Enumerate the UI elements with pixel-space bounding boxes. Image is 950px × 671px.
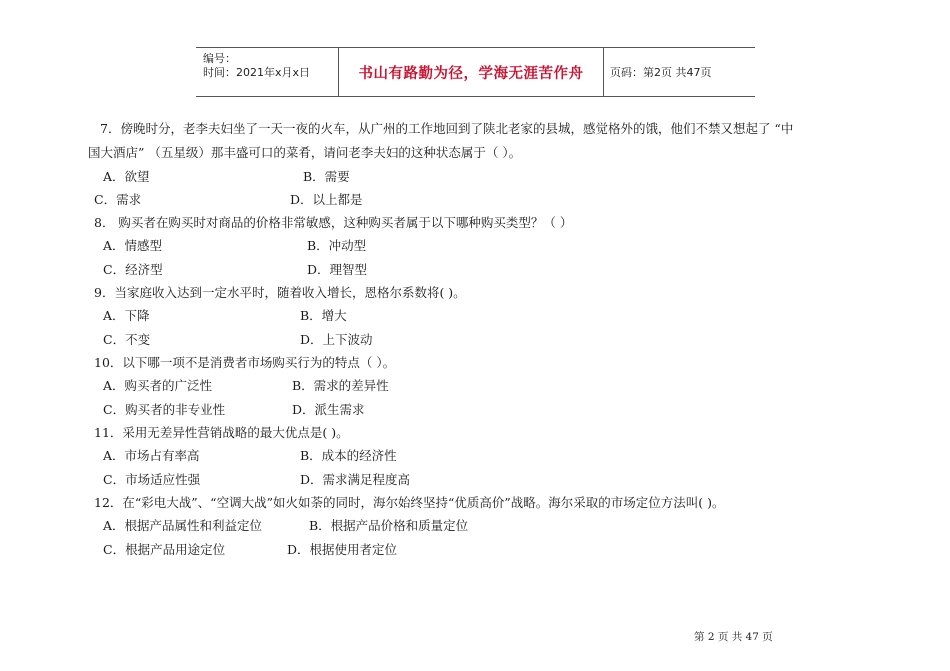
question-12-option-c: C．根据产品用途定位	[103, 542, 226, 557]
header-page-code: 页码：第2页 共47页	[610, 66, 712, 79]
question-10-option-c: C．购买者的非专业性	[103, 402, 226, 417]
question-7-option-b: B．需要	[303, 169, 350, 184]
question-8-option-d: D．理智型	[307, 262, 368, 277]
question-12-option-b: B．根据产品价格和质量定位	[309, 518, 469, 533]
question-10-option-d: D．派生需求	[292, 402, 365, 417]
header-time-label: 时间：2021年x月x日	[203, 66, 311, 79]
question-11-line-1: 11．采用无差异性营销战略的最大优点是( )。	[94, 425, 349, 440]
question-8-option-a: A．情感型	[103, 238, 163, 253]
question-7-option-c: C．需求	[94, 192, 142, 207]
page-footer: 第 2 页 共 47 页	[694, 631, 773, 643]
question-8-option-b: B．冲动型	[307, 238, 367, 253]
question-11-option-a: A．市场占有率高	[103, 448, 200, 463]
question-10-line-1: 10．以下哪一项不是消费者市场购买行为的特点（ ）。	[94, 355, 396, 370]
header-page-cell	[604, 48, 755, 96]
header-number-label: 编号：	[203, 52, 236, 65]
header-info-cell	[196, 48, 339, 96]
question-11-option-d: D．需求满足程度高	[300, 472, 411, 487]
question-7-line-2: 国大酒店” （五星级）那丰盛可口的菜肴，请问老李夫妇的这种状态属于（ ）。	[88, 145, 522, 160]
page-header	[196, 47, 755, 97]
header-motto-cell	[339, 48, 604, 96]
question-11-option-c: C．市场适应性强	[103, 472, 201, 487]
question-9-line-1: 9．当家庭收入达到一定水平时，随着收入增长，恩格尔系数将( )。	[94, 285, 466, 300]
question-12-option-a: A．根据产品属性和利益定位	[103, 518, 263, 533]
question-9-option-c: C．不变	[103, 332, 151, 347]
question-10-option-b: B．需求的差异性	[292, 378, 389, 393]
question-8-line-1: 8． 购买者在购买时对商品的价格非常敏感，这种购买者属于以下哪种购买类型？（ ）	[94, 215, 573, 230]
question-9-option-a: A．下降	[103, 308, 150, 323]
question-8-option-c: C．经济型	[103, 262, 163, 277]
question-7-option-d: D．以上都是	[290, 192, 363, 207]
question-7-option-a: A．欲望	[103, 169, 150, 184]
question-12-option-d: D．根据使用者定位	[287, 542, 398, 557]
question-9-option-b: B．增大	[300, 308, 347, 323]
question-11-option-b: B．成本的经济性	[300, 448, 397, 463]
question-7-line-1: 7．傍晚时分，老李夫妇坐了一天一夜的火车，从广州的工作地回到了陕北老家的县城，感觉格外的饿，他们不禁又想起了 “中	[100, 121, 794, 136]
question-10-option-a: A．购买者的广泛性	[103, 378, 213, 393]
header-motto: 书山有路勤为径，学海无涯苦作舟	[358, 65, 584, 82]
question-12-line-1: 12．在“彩电大战”、“空调大战”如火如荼的同时，海尔始终坚持“优质高价”战略。海尔采取的市场定位方法叫( )。	[94, 495, 725, 510]
question-9-option-d: D．上下波动	[300, 332, 373, 347]
